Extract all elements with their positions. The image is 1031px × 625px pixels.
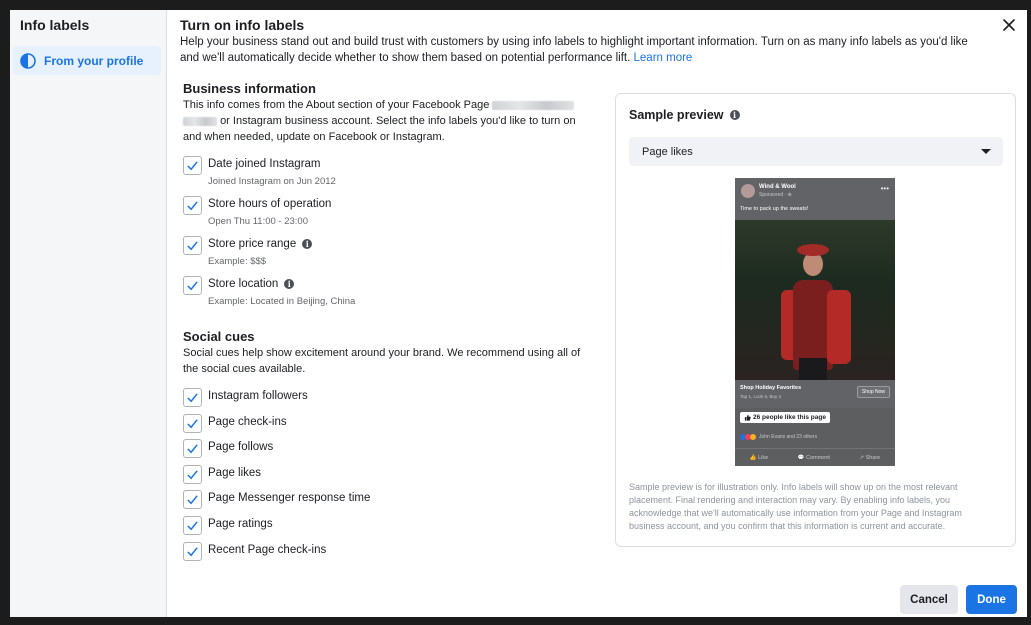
- option-label: Store price range: [208, 238, 297, 250]
- option-instagram-followers: [183, 388, 308, 407]
- option-store-hours: [183, 196, 331, 227]
- ad-cta-title: Shop Holiday Favorites: [740, 385, 802, 391]
- ad-action-comment: 💬 Comment: [797, 454, 830, 461]
- option-example: Example: $$$: [208, 256, 267, 267]
- option-page-likes: [183, 465, 261, 484]
- check-icon: [186, 468, 199, 481]
- option-store-price-range: [183, 236, 312, 267]
- option-example: Open Thu 11:00 - 23:00: [208, 216, 309, 227]
- redacted-page-name: [492, 101, 574, 110]
- dialog-description: [180, 34, 980, 66]
- close-icon[interactable]: [1001, 17, 1017, 33]
- check-icon: [186, 391, 199, 404]
- info-icon[interactable]: i: [730, 110, 740, 120]
- preview-placement-select[interactable]: [629, 137, 1003, 166]
- avatar: [741, 184, 755, 198]
- ad-preview-mockup: [735, 178, 895, 466]
- checkbox[interactable]: [183, 516, 202, 535]
- image-shape: [797, 244, 829, 256]
- option-page-messenger-response-time: [183, 490, 370, 509]
- preview-title-text: Sample preview: [629, 108, 724, 122]
- cancel-button[interactable]: Cancel: [900, 585, 958, 614]
- check-icon: [186, 279, 199, 292]
- option-date-joined-instagram: [183, 156, 336, 187]
- shop-now-button: Shop Now: [857, 386, 890, 398]
- info-icon[interactable]: i: [284, 279, 294, 289]
- checkbox[interactable]: [183, 236, 202, 255]
- option-label: Page check-ins: [208, 416, 287, 428]
- checkbox[interactable]: [183, 465, 202, 484]
- option-label: Page follows: [208, 441, 274, 453]
- ad-cta-sub: Tap 1, Look 6, Buy 4: [740, 394, 782, 399]
- ad-sponsored: Sponsored · ⊕: [759, 192, 792, 198]
- ad-action-like: 👍 Like: [749, 454, 769, 461]
- ad-action-label: Like: [758, 454, 769, 461]
- checkbox[interactable]: [183, 414, 202, 433]
- ad-cta-bar: [735, 380, 895, 408]
- option-page-follows: [183, 439, 273, 458]
- ad-reactions: [740, 434, 817, 440]
- info-label-badge: [740, 412, 830, 423]
- option-label-row: [208, 238, 312, 250]
- info-label-text: 26 people like this page: [753, 414, 826, 421]
- caret-down-icon: [981, 149, 991, 154]
- checkbox[interactable]: [183, 439, 202, 458]
- redacted-page-name-2: [183, 117, 217, 126]
- checkbox[interactable]: [183, 196, 202, 215]
- social-cues-desc: Social cues help show excitement around your brand. We recommend using all of the social cues available.: [183, 347, 581, 375]
- check-icon: [186, 442, 199, 455]
- ad-actions: [735, 448, 895, 466]
- ad-action-label: Share: [865, 454, 881, 461]
- option-label: Store location: [208, 278, 279, 290]
- checkbox[interactable]: [183, 388, 202, 407]
- option-page-check-ins: [183, 414, 287, 433]
- option-example: Example: Located in Beijing, China: [208, 296, 356, 307]
- option-label: Recent Page check-ins: [208, 544, 327, 556]
- main-panel: [167, 10, 1027, 617]
- option-label: Page likes: [208, 467, 262, 479]
- sidebar-title: Info labels: [20, 17, 90, 33]
- preview-disclaimer: Sample preview is for illustration only. Info labels will show up on the most relevant placement. Final rendering and interaction may vary. By enabling info labels, you acknowledge that we'll automatically use information from your Page and Instagram business account, and you confirm that this information is current and accurate.: [629, 482, 962, 531]
- option-label: Date joined Instagram: [208, 158, 321, 170]
- reactions-text: John Evans and 23 others: [759, 434, 818, 440]
- checkbox[interactable]: [183, 490, 202, 509]
- description-text: Help your business stand out and build trust with customers by using info labels to highlight important information. Turn on as many info labels as you'd like and we'll automatically decide whether to show them based on potential performance lift.: [180, 36, 968, 64]
- dialog-title: Turn on info labels: [180, 17, 305, 33]
- done-button[interactable]: Done: [966, 585, 1017, 614]
- select-value: Page likes: [642, 145, 693, 158]
- option-recent-page-check-ins: [183, 542, 326, 561]
- option-store-location: [183, 276, 355, 307]
- info-icon[interactable]: i: [302, 239, 312, 249]
- ad-action-share: ↗ Share: [859, 454, 881, 461]
- check-icon: [186, 493, 199, 506]
- option-label-row: [208, 278, 355, 290]
- business-desc-part2: or Instagram business account. Select the info labels you'd like to turn on and when needed, update on Facebook or Instagram.: [183, 115, 576, 143]
- image-shape: [799, 358, 827, 380]
- check-icon: [186, 239, 199, 252]
- learn-more-link[interactable]: Learn more: [633, 52, 693, 64]
- ad-action-label: Comment: [806, 454, 830, 461]
- sample-preview-card: [615, 93, 1016, 547]
- ad-caption: Time to pack up the sweats!: [740, 206, 809, 212]
- info-labels-dialog: [10, 10, 1027, 617]
- ad-header: [735, 178, 895, 220]
- check-icon: [186, 159, 199, 172]
- image-shape: [827, 290, 851, 364]
- option-example: Joined Instagram on Jun 2012: [208, 176, 336, 187]
- check-icon: [186, 417, 199, 430]
- option-label: Store hours of operation: [208, 198, 332, 210]
- thumbs-up-icon: [744, 414, 751, 421]
- business-information-title: Business information: [183, 81, 316, 96]
- checkbox[interactable]: [183, 542, 202, 561]
- checkbox[interactable]: [183, 276, 202, 295]
- half-circle-icon: [20, 53, 36, 69]
- sidebar: [10, 10, 167, 617]
- sample-preview-title: [629, 108, 740, 122]
- social-cues-title: Social cues: [183, 329, 255, 344]
- ad-page-name: Wind & Wool: [759, 184, 796, 190]
- checkbox[interactable]: [183, 156, 202, 175]
- option-label: Instagram followers: [208, 390, 308, 402]
- option-label: Page ratings: [208, 518, 273, 530]
- more-icon: •••: [880, 184, 889, 193]
- option-label: Page Messenger response time: [208, 492, 371, 504]
- check-icon: [186, 545, 199, 558]
- business-desc-part1: This info comes from the About section of your Facebook Page: [183, 99, 490, 111]
- ad-image: [735, 220, 895, 380]
- sidebar-item-from-your-profile[interactable]: [13, 46, 161, 75]
- business-information-desc: [183, 97, 588, 145]
- option-page-ratings: [183, 516, 273, 535]
- haha-reaction-icon: [750, 434, 756, 440]
- sidebar-item-label: From your profile: [44, 53, 144, 68]
- check-icon: [186, 199, 199, 212]
- check-icon: [186, 519, 199, 532]
